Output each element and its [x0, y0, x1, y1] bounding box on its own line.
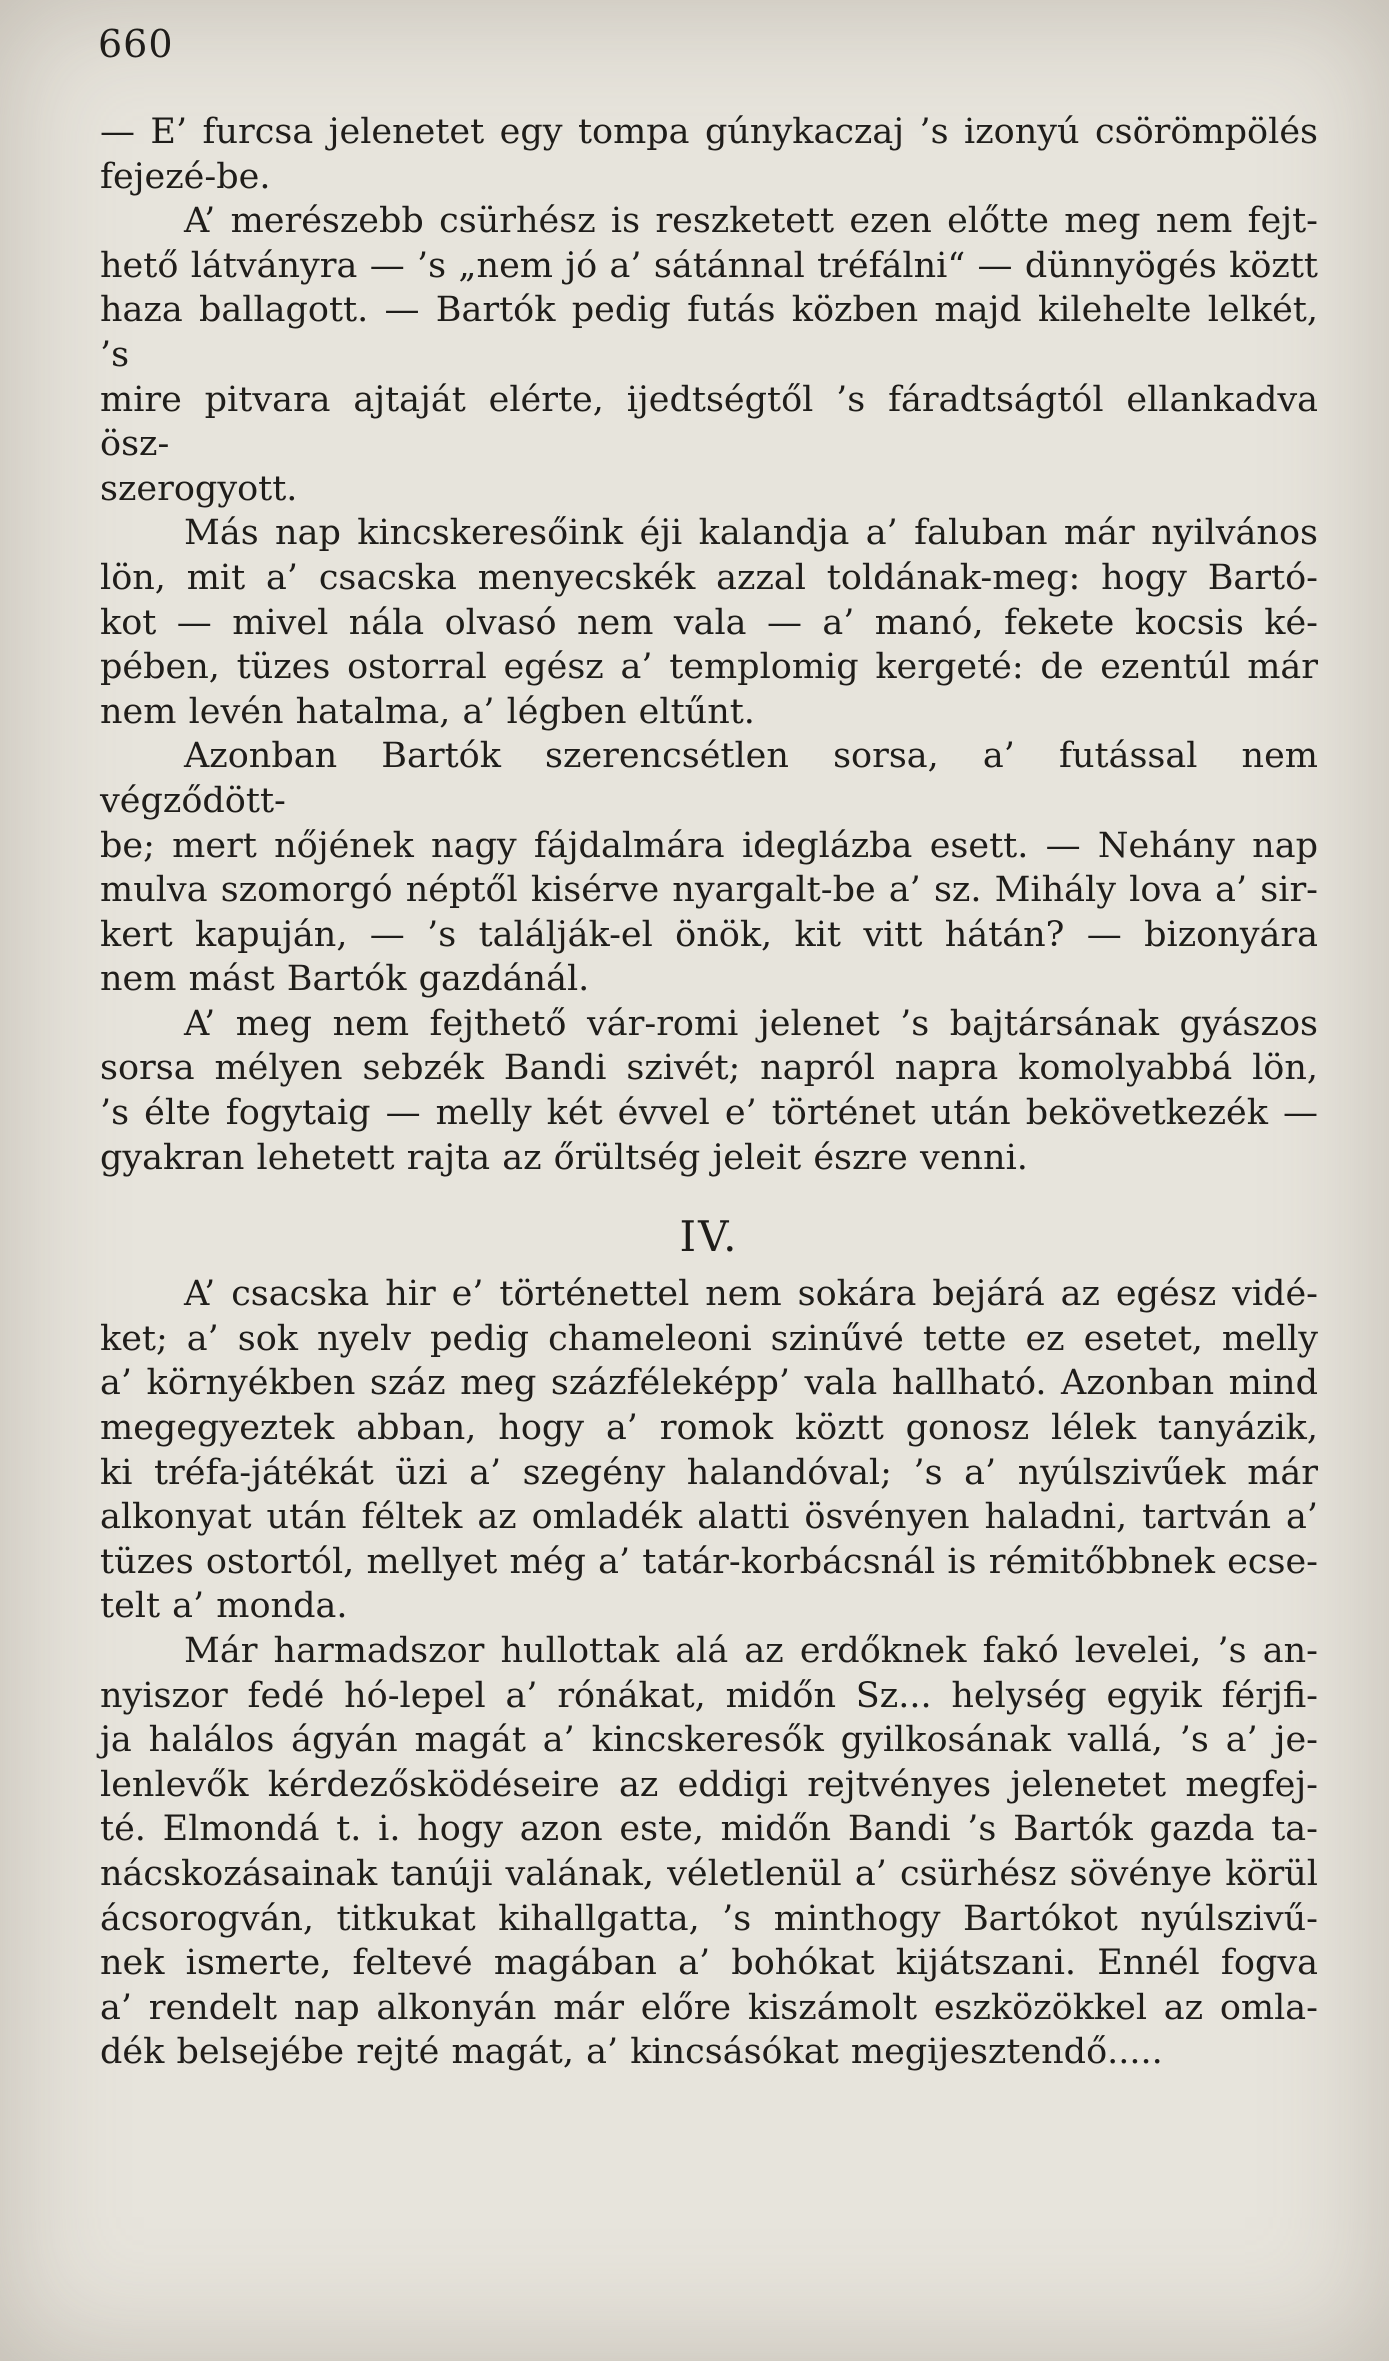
text-line: nácskozásainak tanúji valának, véletlenül a’ csürhész sövénye körül	[100, 1853, 1318, 1894]
page-number: 660	[98, 22, 174, 66]
body-text	[100, 110, 1318, 2075]
text-line: ácsorogván, titkukat kihallgatta, ’s minthogy Bartókot nyúlszivű-	[100, 1898, 1318, 1939]
text-line: Más nap kincskeresőink éji kalandja a’ faluban már nyilvános	[184, 513, 1318, 554]
text-line: telt a’ monda.	[100, 1586, 348, 1627]
text-line: nyiszor fedé hó-lepel a’ rónákat, midőn Sz... helység egyik férjfi-	[100, 1675, 1318, 1716]
text-line: ket; a’ sok nyelv pedig chameleoni szinűvé tette ez esetet, melly	[100, 1318, 1318, 1359]
text-line: nek ismerte, feltevé magában a’ bohókat kijátszani. Ennél fogva	[100, 1943, 1318, 1984]
text-line: a’ környékben száz meg százféleképp’ vala hallható. Azonban mind	[100, 1363, 1318, 1404]
text-line: lön, mit a’ csacska menyecskék azzal toldának-meg: hogy Bartó-	[100, 557, 1318, 598]
text-line: haza ballagott. — Bartók pedig futás közben majd kilehelte lelkét, ’s	[100, 290, 1318, 375]
text-line: A’ merészebb csürhész is reszketett ezen előtte meg nem fejt-	[184, 201, 1318, 242]
text-line: kert kapuján, — ’s találják-el önök, kit vitt hátán? — bizonyára	[100, 914, 1318, 955]
text-line: dék belsejébe rejté magát, a’ kincsásókat megijesztendő.....	[100, 2032, 1163, 2073]
text-line: szerogyott.	[100, 468, 298, 509]
text-line: A’ meg nem fejthető vár-romi jelenet ’s bajtársának gyászos	[184, 1003, 1318, 1044]
text-line: kot — mivel nála olvasó nem vala — a’ manó, fekete kocsis ké-	[100, 602, 1318, 643]
text-line: be; mert nőjének nagy fájdalmára ideglázba esett. — Nehány nap	[100, 825, 1318, 866]
text-line: Már harmadszor hullottak alá az erdőknek fakó levelei, ’s an-	[184, 1631, 1318, 1671]
text-after-section	[100, 1272, 1318, 2075]
text-line: ’s élte fogytaig — melly két évvel e’ történet után bekövetkezék —	[100, 1093, 1318, 1134]
text-line: té. Elmondá t. i. hogy azon este, midőn Bandi ’s Bartók gazda ta-	[100, 1809, 1318, 1850]
text-before-section	[100, 110, 1318, 1180]
text-line: Azonban Bartók szerencsétlen sorsa, a’ futással nem végződött-	[100, 736, 1318, 821]
text-line: — E’ furcsa jelenetet egy tompa gúnykaczaj ’s izonyú csörömpölés	[100, 112, 1318, 152]
text-line: tüzes ostortól, mellyet még a’ tatár-korbácsnál is rémitőbbnek ecse-	[100, 1541, 1318, 1582]
text-line: nem levén hatalma, a’ légben eltűnt.	[100, 691, 755, 732]
text-line: lenlevők kérdezősködéseire az eddigi rejtvényes jelenetet megfej-	[100, 1764, 1318, 1805]
text-line: fejezé-be.	[100, 156, 271, 197]
text-line: ja halálos ágyán magát a’ kincskeresők gyilkosának vallá, ’s a’ je-	[100, 1720, 1318, 1761]
text-line: alkonyat után féltek az omladék alatti ösvényen haladni, tartván a’	[100, 1497, 1318, 1538]
text-line: mire pitvara ajtaját elérte, ijedtségtől ’s fáradtságtól ellankadva ösz-	[100, 379, 1318, 465]
text-line: megegyeztek abban, hogy a’ romok köztt gonosz lélek tanyázik,	[100, 1408, 1318, 1449]
section-heading: IV.	[679, 1212, 739, 1262]
text-line: a’ rendelt nap alkonyán már előre kiszámolt eszközökkel az omla-	[100, 1987, 1318, 2028]
text-line: mulva szomorgó néptől kisérve nyargalt-be a’ sz. Mihály lova a’ sir-	[100, 870, 1318, 911]
text-line: A’ csacska hir e’ történettel nem sokára bejárá az egész vidé-	[184, 1274, 1318, 1315]
text-line: sorsa mélyen sebzék Bandi szivét; napról napra komolyabbá lön,	[100, 1048, 1318, 1089]
text-line: gyakran lehetett rajta az őrültség jeleit észre venni.	[100, 1137, 1028, 1178]
text-line: hető látványra — ’s „nem jó a’ sátánnal tréfálni“ — dünnyögés köztt	[100, 245, 1318, 286]
text-line: nem mást Bartók gazdánál.	[100, 959, 590, 1000]
text-line: pében, tüzes ostorral egész a’ templomig kergeté: de ezentúl már	[100, 647, 1318, 688]
text-line: ki tréfa-játékát üzi a’ szegény halandóval; ’s a’ nyúlszivűek már	[100, 1452, 1318, 1493]
